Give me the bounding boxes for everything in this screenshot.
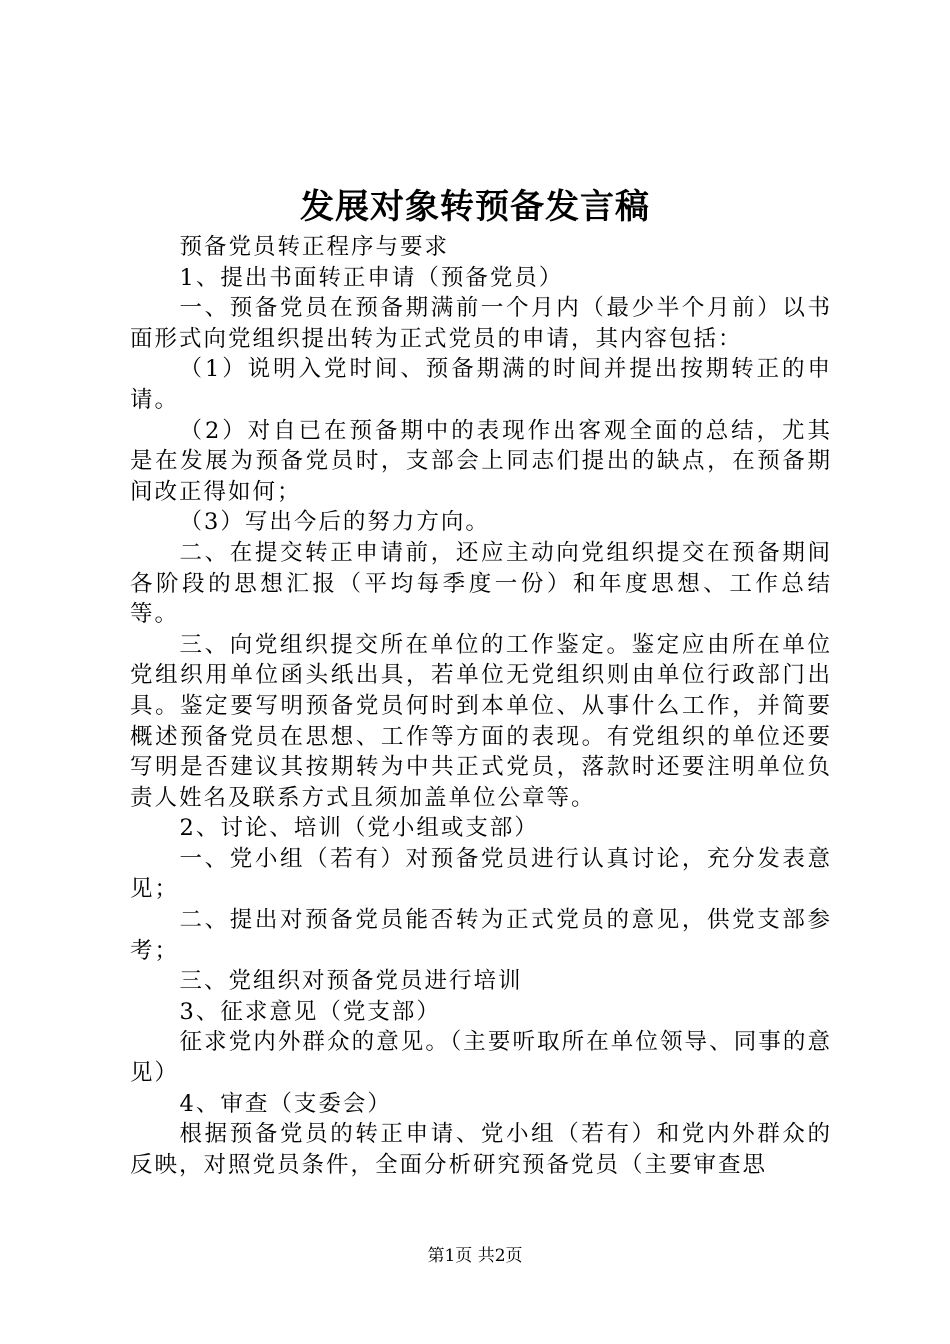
paragraph: 一、预备党员在预备期满前一个月内（最少半个月前）以书面形式向党组织提出转为正式党员的申请，其内容包括： [130,295,832,352]
paragraph: 3、征求意见（党支部） [179,998,441,1025]
paragraph: 三、向党组织提交所在单位的工作鉴定。鉴定应由所在单位党组织用单位函头纸出具，若单位无党组织则由单位行政部门出具。鉴定要写明预备党员何时到本单位、从事什么工作，并简要概述预备党员在思想、工作等方面的表现。有党组织的单位还要写明是否建议其按期转为中共正式党员，落款时还要注明单位负责人姓名及联系方式且须加盖单位公章等。 [130,631,832,811]
paragraph: 4、审查（支委会） [179,1090,392,1117]
paragraph: 三、党组织对预备党员进行培训 [179,968,523,995]
paragraph: （3）写出今后的努力方向。 [179,509,490,536]
document-title: 发展对象转预备发言稿 [300,187,650,227]
paragraph: 二、在提交转正申请前，还应主动向党组织提交在预备期间各阶段的思想汇报（平均每季度一份）和年度思想、工作总结等。 [130,539,832,628]
paragraph: 一、党小组（若有）对预备党员进行认真讨论，充分发表意见； [130,845,832,903]
paragraph: 根据预备党员的转正申请、党小组（若有）和党内外群众的反映，对照党员条件，全面分析研究预备党员（主要审查思 [130,1121,832,1178]
document-body [130,232,832,1180]
page-footer: 第1页 共2页 [427,1246,523,1266]
paragraph: 二、提出对预备党员能否转为正式党员的意见，供党支部参考； [130,907,832,964]
paragraph: 1、提出书面转正申请（预备党员） [179,264,564,291]
paragraph: （2）对自已在预备期中的表现作出客观全面的总结，尤其是在发展为预备党员时，支部会上同志们提出的缺点，在预备期间改正得如何； [130,417,832,505]
paragraph: （1）说明入党时间、预备期满的时间并提出按期转正的申请。 [130,356,832,413]
paragraph: 2、讨论、培训（党小组或支部） [179,815,539,842]
paragraph: 征求党内外群众的意见。（主要听取所在单位领导、同事的意见） [130,1029,832,1087]
paragraph: 预备党员转正程序与要求 [179,234,450,260]
